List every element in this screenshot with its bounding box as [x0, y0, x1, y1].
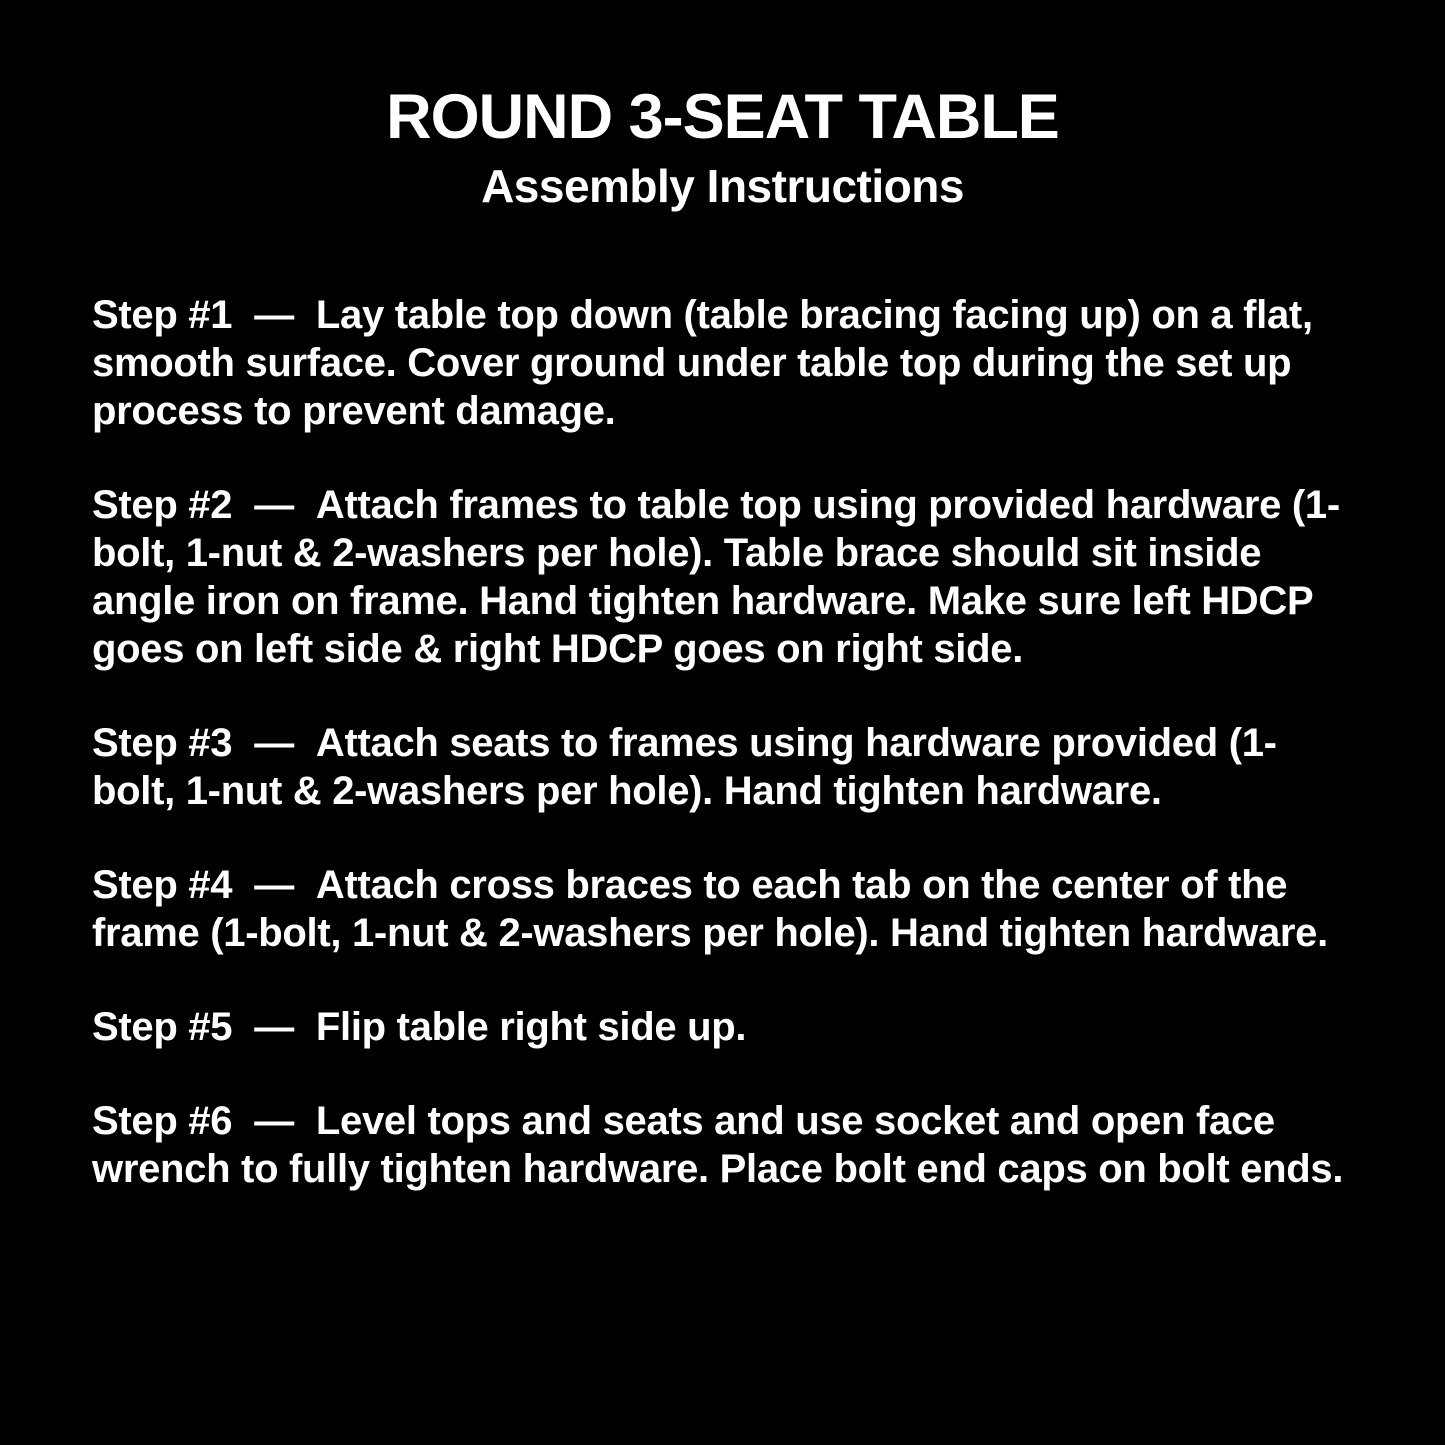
poster-header	[0, 84, 1445, 213]
step-text: Lay table top down (table bracing facing up) on a flat, smooth surface. Cover ground under table top during the set up process to prevent damage.	[92, 293, 1313, 434]
step-separator: —	[254, 863, 294, 908]
step-label: Step #5	[92, 1005, 233, 1050]
step-label: Step #3	[92, 721, 233, 766]
step-separator: —	[254, 1005, 294, 1050]
step-text: Attach cross braces to each tab on the center of the frame (1-bolt, 1-nut & 2-washers per hole). Hand tighten hardware.	[92, 863, 1328, 956]
step-label: Step #4	[92, 863, 233, 908]
step-text: Attach seats to frames using hardware provided (1-bolt, 1-nut & 2-washers per hole). Hand tighten hardware.	[92, 721, 1277, 814]
step-paragraph-3	[92, 719, 1345, 815]
step-separator: —	[254, 483, 294, 528]
step-separator: —	[254, 293, 294, 338]
step-separator: —	[254, 721, 294, 766]
step-paragraph-2	[92, 481, 1345, 673]
step-paragraph-1	[92, 291, 1345, 435]
step-paragraph-4	[92, 861, 1345, 957]
step-text: Flip table right side up.	[315, 1005, 747, 1050]
step-separator: —	[254, 1099, 294, 1144]
step-text: Level tops and seats and use socket and open face wrench to fully tighten hardware. Place bolt end caps on bolt ends.	[92, 1099, 1344, 1192]
step-label: Step #6	[92, 1099, 233, 1144]
step-label: Step #1	[92, 293, 233, 338]
step-text: Attach frames to table top using provided hardware (1-bolt, 1-nut & 2-washers per hole). Table brace should sit inside angle iron on frame. Hand tighten hardware. Make sure left HDCP goes on left side & right HDCP goes on right side.	[92, 483, 1340, 672]
page-title: ROUND 3-SEAT TABLE	[386, 82, 1059, 152]
steps-list	[0, 291, 1445, 1193]
step-paragraph-5	[92, 1003, 1345, 1051]
step-paragraph-6	[92, 1097, 1345, 1193]
page-subtitle: Assembly Instructions	[481, 160, 964, 213]
step-label: Step #2	[92, 483, 233, 528]
